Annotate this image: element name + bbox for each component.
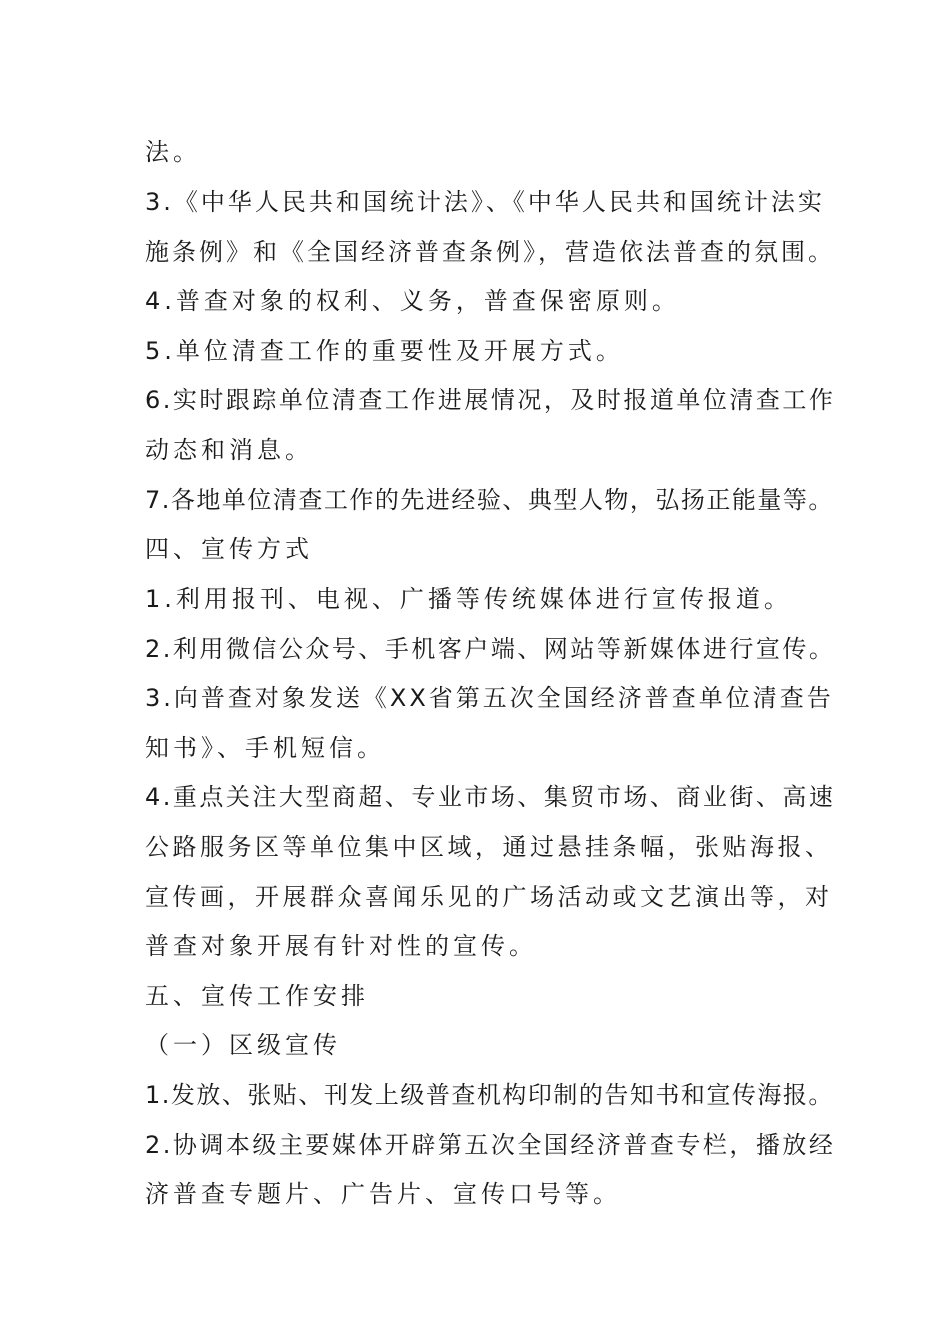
text-line: 法。 — [145, 138, 201, 166]
subsection-heading: （一）区级宣传 — [145, 1031, 341, 1059]
text-line: 济普查专题片、广告片、宣传口号等。 — [145, 1180, 621, 1208]
text-line: 施条例》和《全国经济普查条例》，营造依法普查的氛围。 — [145, 238, 835, 266]
text-line: 2.利用微信公众号、手机客户端、网站等新媒体进行宣传。 — [145, 635, 836, 663]
text-line: 1.发放、张贴、刊发上级普查机构印制的告知书和宣传海报。 — [145, 1081, 834, 1109]
section-heading: 四、宣传方式 — [145, 535, 313, 563]
section-heading: 五、宣传工作安排 — [145, 982, 369, 1010]
text-line: 7.各地单位清查工作的先进经验、典型人物，弘扬正能量等。 — [145, 486, 834, 514]
text-line: 5.单位清查工作的重要性及开展方式。 — [145, 337, 624, 365]
text-line: 公路服务区等单位集中区域，通过悬挂条幅，张贴海报、 — [145, 833, 833, 861]
text-line: 动态和消息。 — [145, 436, 313, 464]
text-line: 普查对象开展有针对性的宣传。 — [145, 932, 537, 960]
text-line: 1.利用报刊、电视、广播等传统媒体进行宣传报道。 — [145, 585, 792, 613]
text-line: 3.向普查对象发送《XX省第五次全国经济普查单位清查告 — [145, 684, 834, 712]
text-line: 宣传画，开展群众喜闻乐见的广场活动或文艺演出等，对 — [145, 883, 833, 911]
text-line: 6.实时跟踪单位清查工作进展情况，及时报道单位清查工作 — [145, 386, 836, 414]
text-line: 4.重点关注大型商超、专业市场、集贸市场、商业街、高速 — [145, 783, 836, 811]
text-line: 3.《中华人民共和国统计法》、《中华人民共和国统计法实 — [145, 188, 825, 216]
text-line: 2.协调本级主要媒体开辟第五次全国经济普查专栏，播放经 — [145, 1131, 836, 1159]
text-line: 4.普查对象的权利、义务，普查保密原则。 — [145, 287, 680, 315]
text-line: 知书》、手机短信。 — [145, 734, 385, 762]
